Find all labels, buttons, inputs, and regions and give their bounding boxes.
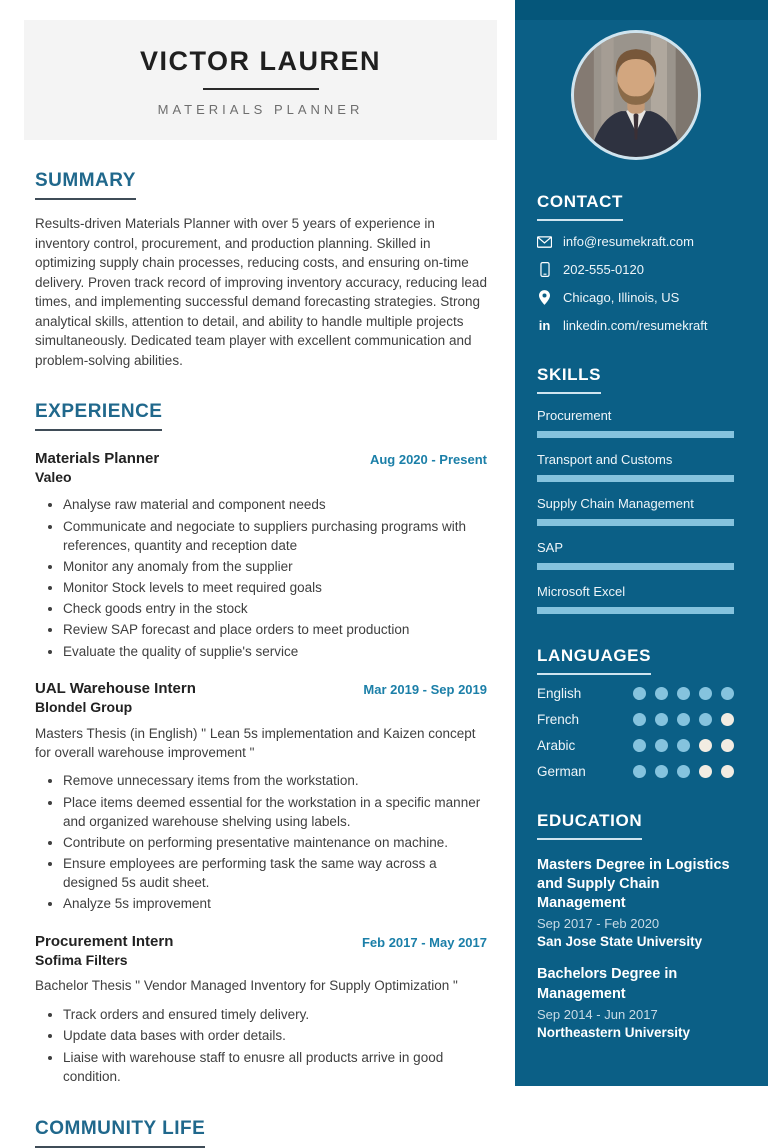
experience-list bbox=[35, 450, 487, 1086]
language-item bbox=[537, 764, 734, 779]
skill-item bbox=[537, 584, 734, 614]
job-bullet: • Monitor Stock levels to meet required goals bbox=[63, 578, 487, 597]
location-icon bbox=[537, 290, 552, 305]
language-dot-filled bbox=[633, 713, 646, 726]
contact-value: 202-555-0120 bbox=[563, 262, 644, 277]
name-divider bbox=[203, 88, 319, 90]
language-name: German bbox=[537, 764, 586, 779]
job-bullet: • Ensure employees are performing task the same way across a designed 5s audit sheet. bbox=[63, 854, 487, 892]
language-dot-filled bbox=[699, 713, 712, 726]
sidebar bbox=[515, 0, 768, 1086]
skill-item bbox=[537, 540, 734, 570]
language-dot-empty bbox=[699, 739, 712, 752]
job-description: Masters Thesis (in English) " Lean 5s implementation and Kaizen concept for overall warehouse improvement " bbox=[35, 725, 476, 760]
language-dot-empty bbox=[721, 765, 734, 778]
candidate-name: VICTOR LAUREN bbox=[139, 46, 381, 76]
education-school: Northeastern University bbox=[537, 1024, 691, 1040]
job-bullet: • Liaise with warehouse staff to enusre all products arrive in good condition. bbox=[63, 1048, 487, 1086]
languages-list bbox=[537, 686, 734, 779]
job-title-block bbox=[35, 933, 173, 970]
job-description: Bachelor Thesis " Vendor Managed Inventory for Supply Optimization " bbox=[35, 978, 458, 994]
header-box bbox=[24, 20, 497, 140]
experience-heading: EXPERIENCE bbox=[35, 401, 162, 431]
language-dot-filled bbox=[655, 687, 668, 700]
job-bullet-list bbox=[35, 771, 487, 913]
education-degree: Masters Degree in Logistics and Supply Chain Management bbox=[537, 857, 730, 912]
job-dates: Mar 2019 - Sep 2019 bbox=[363, 681, 487, 697]
summary-heading: SUMMARY bbox=[35, 170, 136, 200]
job-title-block bbox=[35, 450, 159, 487]
language-level-dots bbox=[633, 687, 734, 700]
language-level-dots bbox=[633, 739, 734, 752]
job-bullet: • Monitor any anomaly from the supplier bbox=[63, 557, 487, 576]
language-dot-empty bbox=[721, 739, 734, 752]
language-item bbox=[537, 738, 734, 753]
job-bullet: • Track orders and ensured timely delivery. bbox=[63, 1005, 487, 1024]
language-dot-filled bbox=[633, 765, 646, 778]
contact-value[interactable]: linkedin.com/resumekraft bbox=[563, 318, 708, 333]
skill-bar-track bbox=[537, 431, 734, 438]
skill-name: Supply Chain Management bbox=[537, 496, 694, 511]
contact-item bbox=[537, 290, 734, 305]
language-dot-filled bbox=[633, 739, 646, 752]
language-level-dots bbox=[633, 765, 734, 778]
language-name: Arabic bbox=[537, 738, 576, 753]
profile-photo-illustration bbox=[574, 33, 698, 157]
job-bullet: • Analyse raw material and component needs bbox=[63, 495, 487, 514]
skill-bar-track bbox=[537, 519, 734, 526]
job-title: Procurement Intern bbox=[35, 932, 174, 950]
skill-bar-fill bbox=[537, 431, 734, 438]
language-dot-filled bbox=[677, 739, 690, 752]
language-dot-filled bbox=[721, 687, 734, 700]
job-title: UAL Warehouse Intern bbox=[35, 679, 196, 697]
skill-bar-track bbox=[537, 563, 734, 570]
skill-name: Transport and Customs bbox=[537, 452, 673, 467]
education-list bbox=[537, 856, 734, 1040]
job-header bbox=[35, 933, 487, 970]
contact-list bbox=[537, 234, 734, 333]
education-dates: Sep 2017 - Feb 2020 bbox=[537, 916, 660, 932]
skill-bar-fill bbox=[537, 563, 734, 570]
skill-bar-fill bbox=[537, 519, 734, 526]
contact-value[interactable]: info@resumekraft.com bbox=[563, 234, 694, 249]
experience-entry bbox=[35, 450, 487, 661]
skill-name: SAP bbox=[537, 540, 564, 555]
education-entry bbox=[537, 965, 734, 1039]
languages-heading: LANGUAGES bbox=[537, 646, 651, 675]
education-degree: Bachelors Degree in Management bbox=[537, 966, 678, 1002]
language-dot-filled bbox=[677, 687, 690, 700]
skill-bar-track bbox=[537, 475, 734, 482]
job-dates: Aug 2020 - Present bbox=[369, 451, 487, 467]
contact-item bbox=[537, 234, 734, 249]
language-level-dots bbox=[633, 713, 734, 726]
education-school: San Jose State University bbox=[537, 934, 703, 950]
linkedin-icon: in bbox=[538, 318, 551, 333]
job-bullet: • Communicate and negociate to suppliers purchasing programs with references, quantity and reception date bbox=[63, 517, 487, 555]
language-dot-filled bbox=[677, 765, 690, 778]
job-bullet: • Review SAP forecast and place orders to meet production bbox=[63, 620, 487, 639]
language-dot-empty bbox=[699, 765, 712, 778]
job-header bbox=[35, 450, 487, 487]
language-dot-filled bbox=[655, 765, 668, 778]
sidebar-top-band bbox=[515, 0, 768, 20]
skill-name: Microsoft Excel bbox=[537, 584, 626, 599]
job-bullet: • Contribute on performing presentative maintenance on machine. bbox=[63, 833, 487, 852]
skills-list bbox=[537, 408, 734, 614]
language-dot-filled bbox=[655, 713, 668, 726]
job-bullet: • Remove unnecessary items from the workstation. bbox=[63, 771, 487, 790]
skill-bar-fill bbox=[537, 607, 734, 614]
job-bullet: • Evaluate the quality of supplie's service bbox=[63, 642, 487, 661]
language-dot-filled bbox=[633, 687, 646, 700]
contact-value: Chicago, Illinois, US bbox=[563, 290, 680, 305]
phone-icon bbox=[537, 262, 552, 277]
job-company: Sofima Filters bbox=[35, 952, 128, 969]
skill-name: Procurement bbox=[537, 408, 612, 423]
contact-item bbox=[537, 262, 734, 277]
profile-photo bbox=[571, 30, 701, 160]
job-title-block bbox=[35, 680, 196, 717]
skill-item bbox=[537, 452, 734, 482]
job-company: Valeo bbox=[35, 469, 72, 486]
job-bullet: • Analyze 5s improvement bbox=[63, 894, 487, 913]
education-entry bbox=[537, 856, 734, 949]
contact-heading: CONTACT bbox=[537, 192, 623, 221]
language-name: French bbox=[537, 712, 580, 727]
language-item bbox=[537, 712, 734, 727]
language-dot-filled bbox=[655, 739, 668, 752]
job-bullet: • Place items deemed essential for the workstation in a specific manner and organized warehouse shelving using labels. bbox=[63, 793, 487, 831]
language-name: English bbox=[537, 686, 582, 701]
education-dates: Sep 2014 - Jun 2017 bbox=[537, 1006, 658, 1022]
language-item bbox=[537, 686, 734, 701]
skill-bar-track bbox=[537, 607, 734, 614]
skill-item bbox=[537, 408, 734, 438]
contact-item bbox=[537, 318, 734, 333]
skills-heading: SKILLS bbox=[537, 365, 601, 394]
job-title: Materials Planner bbox=[35, 449, 160, 467]
summary-text: Results-driven Materials Planner with over 5 years of experience in inventory control, procurement, and production planning. Skilled in optimizing supply chain processes, reducing costs, and ensuring on-time delivery. Proven track record of improving inventory accuracy, reducing lead times, and implementing successful demand forecasting strategies. Strong analytical skills, attention to detail, and ability to handle multiple projects simultaneously. Dedicated team player with excellent communication and problem-solving abilities. bbox=[35, 216, 487, 368]
skill-item bbox=[537, 496, 734, 526]
main-content bbox=[0, 140, 515, 1148]
candidate-title: MATERIALS PLANNER bbox=[157, 102, 364, 117]
job-bullet: • Update data bases with order details. bbox=[63, 1026, 487, 1045]
job-bullet-list bbox=[35, 495, 487, 660]
job-bullet: • Check goods entry in the stock bbox=[63, 599, 487, 618]
experience-entry bbox=[35, 680, 487, 914]
education-heading: EDUCATION bbox=[537, 811, 642, 840]
experience-entry bbox=[35, 933, 487, 1086]
language-dot-filled bbox=[699, 687, 712, 700]
language-dot-empty bbox=[721, 713, 734, 726]
job-dates: Feb 2017 - May 2017 bbox=[361, 934, 487, 950]
job-company: Blondel Group bbox=[35, 699, 133, 716]
email-icon bbox=[537, 236, 552, 248]
job-bullet-list bbox=[35, 1005, 487, 1086]
job-header bbox=[35, 680, 487, 717]
language-dot-filled bbox=[677, 713, 690, 726]
skill-bar-fill bbox=[537, 475, 734, 482]
community-life-heading: COMMUNITY LIFE bbox=[35, 1118, 205, 1148]
